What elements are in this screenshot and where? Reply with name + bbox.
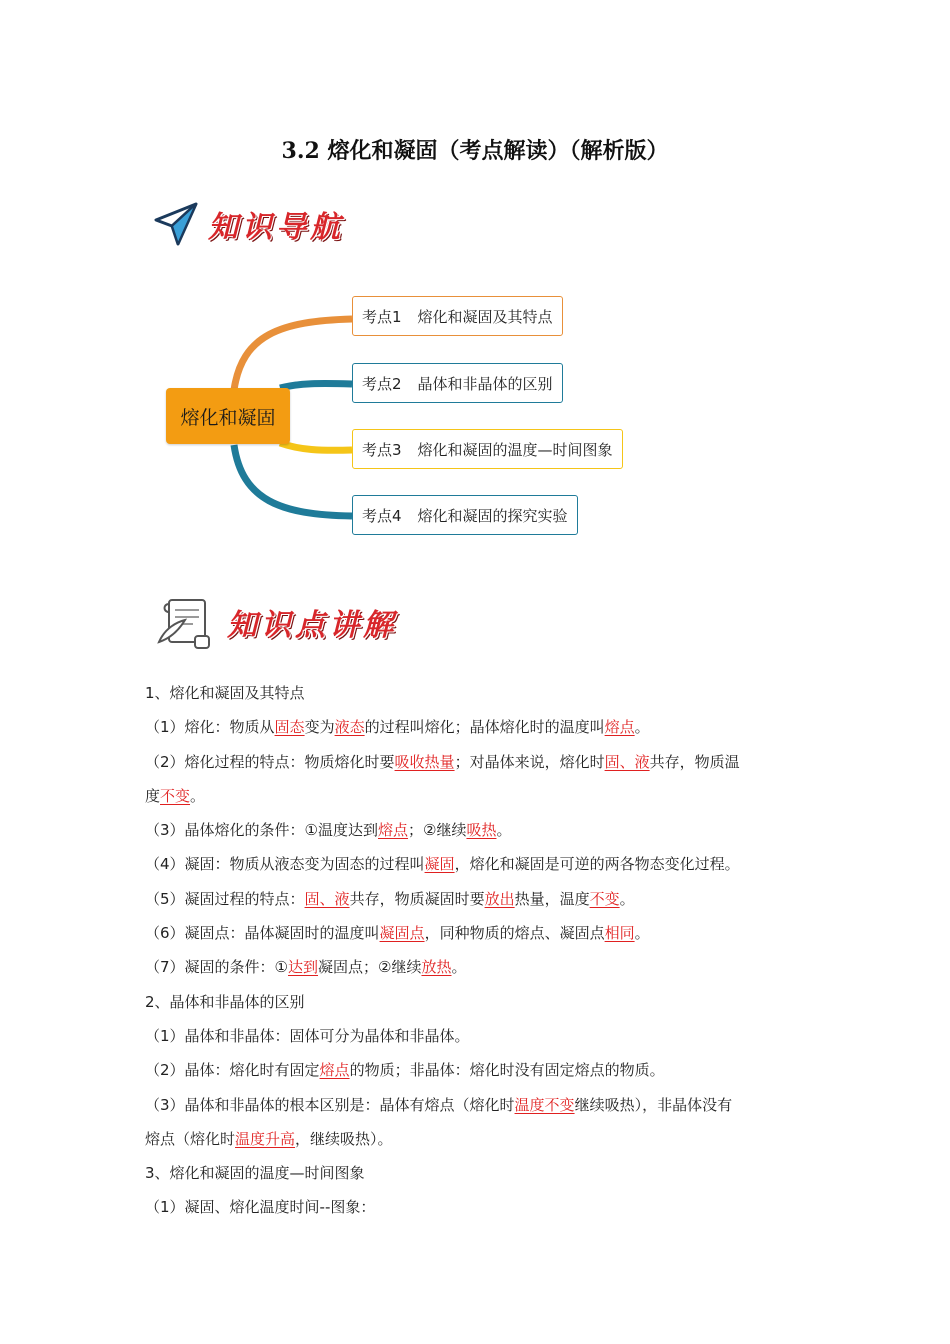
node-code: 考点2 — [362, 374, 402, 393]
content-line — [145, 813, 815, 847]
line-text: 的物质；非晶体：熔化时没有固定熔点的物质。 — [349, 1061, 665, 1080]
key-term: 吸热 — [466, 821, 497, 840]
node-label: 熔化和凝固及其特点 — [417, 307, 553, 326]
content-line — [145, 676, 815, 710]
key-term: 固、液 — [604, 752, 650, 771]
content-line — [145, 1122, 815, 1156]
line-text: 。 — [190, 786, 206, 805]
key-term: 不变 — [589, 889, 620, 908]
line-text: 度 — [145, 786, 161, 805]
node-code: 考点3 — [362, 440, 402, 459]
line-text: （1）熔化：物质从 — [145, 718, 275, 737]
line-text: （1）晶体和非晶体：固体可分为晶体和非晶体。 — [145, 1026, 470, 1045]
page-title: 3.2 熔化和凝固（考点解读）（解析版） — [281, 138, 669, 164]
line-text: ；对晶体来说，熔化时 — [454, 752, 605, 771]
key-term: 吸收热量 — [394, 752, 455, 771]
connector-1 — [234, 319, 352, 390]
paper-plane-icon — [152, 200, 200, 248]
key-term: 熔点 — [319, 1061, 350, 1080]
line-text: （6）凝固点：晶体凝固时的温度叫 — [145, 924, 380, 943]
key-term: 温度升高 — [235, 1129, 296, 1148]
line-text: 2、晶体和非晶体的区别 — [145, 992, 305, 1011]
key-term: 达到 — [288, 958, 319, 977]
key-term: 凝固 — [424, 855, 455, 874]
node-label: 熔化和凝固的温度—时间图象 — [417, 440, 613, 459]
line-text: 凝固点；②继续 — [318, 958, 422, 977]
content-line — [145, 882, 815, 916]
line-text: （4）凝固：物质从液态变为固态的过程叫 — [145, 855, 425, 874]
line-text: 。 — [619, 889, 635, 908]
line-text: 共存，物质凝固时要 — [349, 889, 485, 908]
mind-map-node-2[interactable] — [352, 363, 563, 403]
line-text: （3）晶体熔化的条件：①温度达到 — [145, 821, 378, 840]
content-line — [145, 950, 815, 984]
content-line — [145, 1156, 815, 1190]
knowledge-content — [145, 676, 815, 1225]
line-text: 。 — [634, 924, 650, 943]
key-term: 不变 — [160, 786, 191, 805]
node-label: 晶体和非晶体的区别 — [417, 374, 553, 393]
content-line — [145, 1088, 815, 1122]
line-text: 的过程叫熔化；晶体熔化时的温度叫 — [364, 718, 605, 737]
mind-map — [150, 285, 670, 555]
mind-map-node-1[interactable] — [352, 296, 563, 336]
content-line — [145, 1019, 815, 1053]
key-term: 温度不变 — [514, 1095, 575, 1114]
key-term: 相同 — [604, 924, 635, 943]
node-code: 考点1 — [362, 307, 402, 326]
content-line — [145, 710, 815, 744]
content-line — [145, 916, 815, 950]
line-text: ，同种物质的熔点、凝固点 — [424, 924, 605, 943]
content-line — [145, 1190, 815, 1224]
line-text: ，熔化和凝固是可逆的两各物态变化过程。 — [454, 855, 740, 874]
scroll-quill-icon — [155, 592, 215, 652]
connector-3 — [280, 443, 352, 450]
line-text: ，继续吸热）。 — [295, 1129, 393, 1148]
line-text: 变为 — [304, 718, 335, 737]
line-text: 3、熔化和凝固的温度—时间图象 — [145, 1164, 365, 1183]
key-term: 熔点 — [378, 821, 409, 840]
knowledge-nav-banner — [152, 200, 344, 248]
line-text: ；②继续 — [408, 821, 467, 840]
key-term: 固态 — [274, 718, 305, 737]
mind-map-root: 熔化和凝固 — [166, 388, 290, 444]
key-term: 放出 — [484, 889, 515, 908]
connector-2 — [280, 383, 352, 388]
line-text: （5）凝固过程的特点： — [145, 889, 305, 908]
key-term: 固、液 — [304, 889, 350, 908]
line-text: （2）晶体：熔化时有固定 — [145, 1061, 320, 1080]
content-line — [145, 985, 815, 1019]
key-term: 放热 — [421, 958, 452, 977]
line-text: 继续吸热），非晶体没有 — [574, 1095, 733, 1114]
content-line — [145, 779, 815, 813]
connector-4 — [234, 445, 352, 516]
line-text: （1）凝固、熔化温度时间--图象： — [145, 1198, 376, 1217]
knowledge-points-title: 知识点讲解 — [227, 608, 397, 643]
key-term: 熔点 — [604, 718, 635, 737]
content-line — [145, 847, 815, 881]
line-text: 熔点（熔化时 — [145, 1129, 236, 1148]
line-text: 。 — [496, 821, 512, 840]
key-term: 液态 — [334, 718, 365, 737]
line-text: （2）熔化过程的特点：物质熔化时要 — [145, 752, 395, 771]
content-line — [145, 745, 815, 779]
knowledge-nav-title: 知识导航 — [208, 210, 344, 245]
line-text: （7）凝固的条件：① — [145, 958, 288, 977]
line-text: 。 — [634, 718, 650, 737]
line-text: （3）晶体和非晶体的根本区别是：晶体有熔点（熔化时 — [145, 1095, 515, 1114]
node-label: 熔化和凝固的探究实验 — [417, 506, 568, 525]
line-text: 共存，物质温 — [649, 752, 740, 771]
mind-map-node-3[interactable] — [352, 429, 623, 469]
line-text: 。 — [451, 958, 467, 977]
key-term: 凝固点 — [379, 924, 425, 943]
node-code: 考点4 — [362, 506, 402, 525]
knowledge-points-banner — [155, 592, 397, 652]
line-text: 1、熔化和凝固及其特点 — [145, 684, 305, 702]
content-line — [145, 1053, 815, 1087]
mind-map-node-4[interactable] — [352, 495, 578, 535]
line-text: 热量，温度 — [514, 889, 590, 908]
